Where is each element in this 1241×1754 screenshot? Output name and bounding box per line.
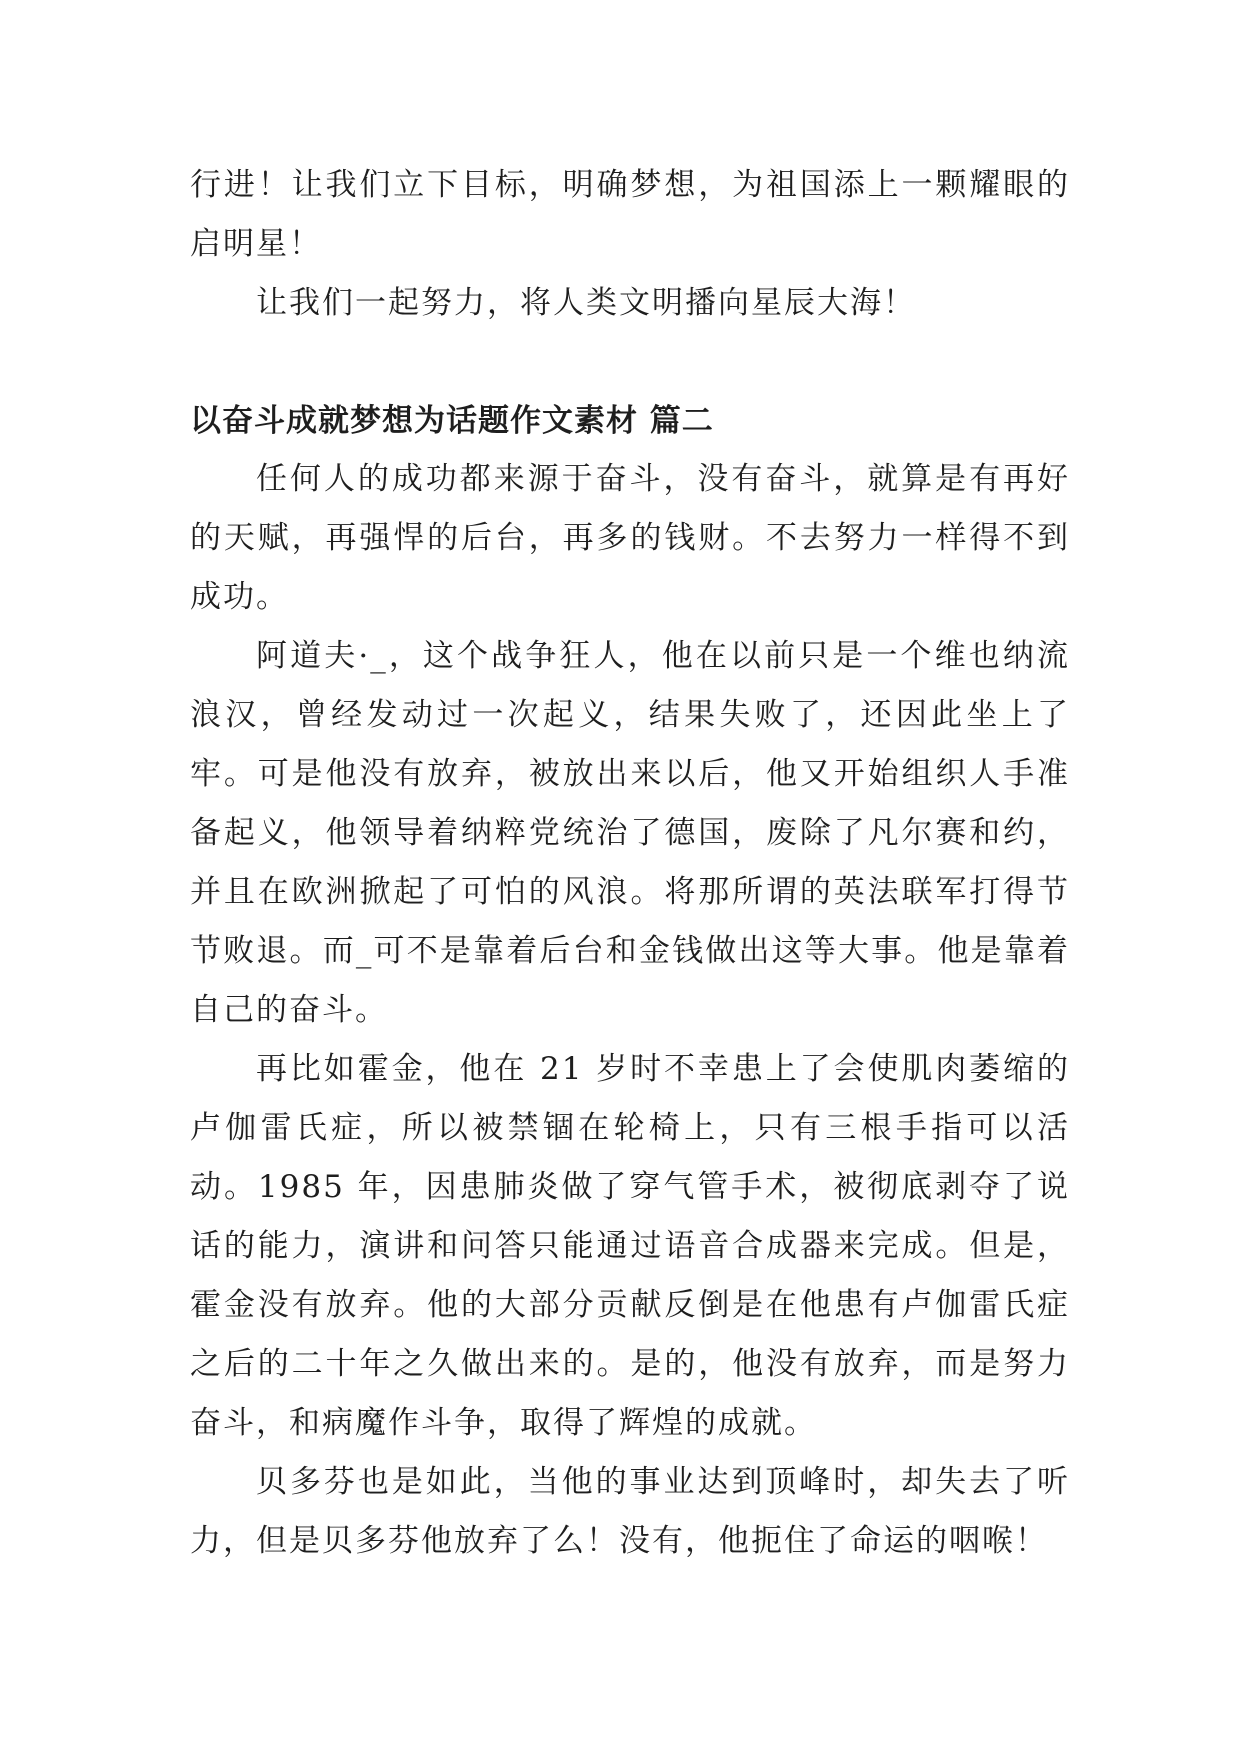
paragraph-example-1: 阿道夫·_，这个战争狂人，他在以前只是一个维也纳流浪汉，曾经发动过一次起义，结果失败了，还因此坐上了牢。可是他没有放弃，被放出来以后，他又开始组织人手准备起义，他领导着纳粹党统治了德国，废除了凡尔赛和约，并且在欧洲掀起了可怕的风浪。将那所谓的英法联军打得节节败退。而_可不是靠着后台和金钱做出这等大事。他是靠着自己的奋斗。 <box>190 638 1070 1028</box>
paragraph-intro: 任何人的成功都来源于奋斗，没有奋斗，就算是有再好的天赋，再强悍的后台，再多的钱财。不去努力一样得不到成功。 <box>190 461 1070 615</box>
document-body <box>190 156 1070 1571</box>
paragraph-example-2: 再比如霍金，他在 21 岁时不幸患上了会使肌肉萎缩的卢伽雷氏症，所以被禁锢在轮椅上，只有三根手指可以活动。1985 年，因患肺炎做了穿气管手术，被彻底剥夺了说话的能力，演讲和问答只能通过语音合成器来完成。但是，霍金没有放弃。他的大部分贡献反倒是在他患有卢伽雷氏症之后的二十年之久做出来的。是的，他没有放弃，而是努力奋斗，和病魔作斗争，取得了辉煌的成就。 <box>190 1051 1070 1441</box>
paragraph-closing: 让我们一起努力，将人类文明播向星辰大海！ <box>256 285 916 321</box>
paragraph-example-3: 贝多芬也是如此，当他的事业达到顶峰时，却失去了听力，但是贝多芬他放弃了么！没有，他扼住了命运的咽喉！ <box>190 1464 1070 1559</box>
paragraph-continuation: 行进！让我们立下目标，明确梦想，为祖国添上一颗耀眼的启明星！ <box>190 167 1070 262</box>
section-title: 以奋斗成就梦想为话题作文素材 篇二 <box>190 403 714 439</box>
